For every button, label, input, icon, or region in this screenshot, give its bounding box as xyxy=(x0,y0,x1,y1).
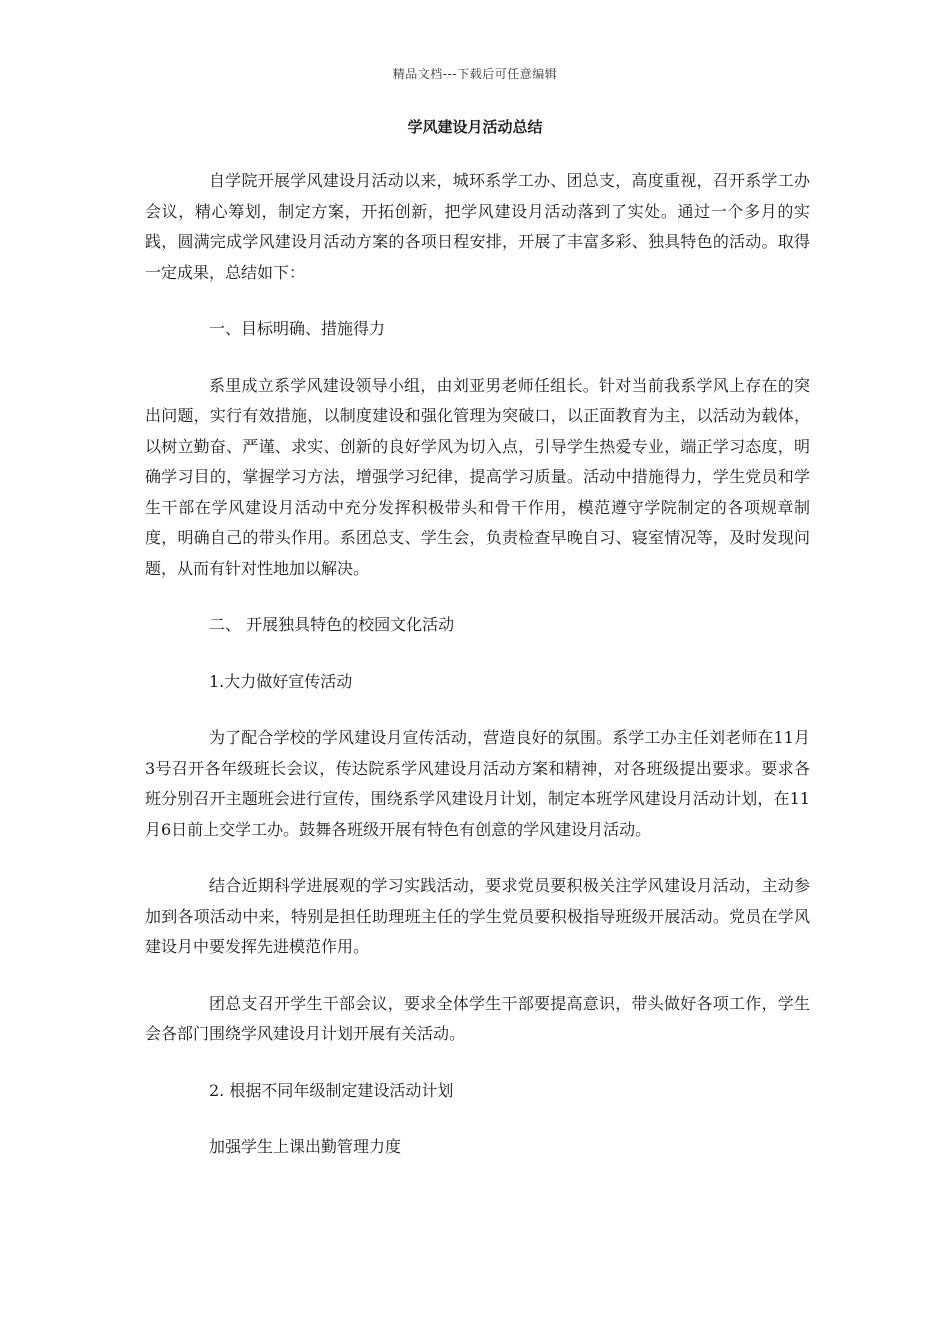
header-note: 精品文档---下载后可任意编辑 xyxy=(392,67,558,81)
paragraph-intro: 自学院开展学风建设月活动以来，城环系学工办、团总支，高度重视，召开系学工办会议，精心筹划，制定方案，开拓创新，把学风建设月活动落到了实处。通过一个多月的实践，圆满完成学风建设月活动方案的各项日程安排，开展了丰富多彩、独具特色的活动。取得一定成果，总结如下： xyxy=(145,171,810,282)
paragraph-party-members: 结合近期科学进展观的学习实践活动，要求党员要积极关注学风建设月活动，主动参加到各项活动中来，特别是担任助理班主任的学生党员要积极指导班级开展活动。党员在学风建设月中要发挥先进模范作用。 xyxy=(145,876,810,956)
paragraph-publicity: 为了配合学校的学风建设月宣传活动，营造良好的氛围。系学工办主任刘老师在11月3号召开各年级班长会议，传达院系学风建设月活动方案和精神，对各班级提出要求。要求各班分别召开主题班会进行宣传，围绕系学风建设月计划，制定本班学风建设月活动计划，在11月6日前上交学工办。鼓舞各班级开展有特色有创意的学风建设月活动。 xyxy=(145,728,810,839)
section-heading-1: 一、目标明确、措施得力 xyxy=(209,319,386,338)
document-body xyxy=(145,166,810,1189)
paragraph-student-cadres: 团总支召开学生干部会议，要求全体学生干部要提高意识，带头做好各项工作，学生会各部门围绕学风建设月计划开展有关活动。 xyxy=(145,993,810,1043)
subheading-grade-plans: 2. 根据不同年级制定建设活动计划 xyxy=(209,1080,454,1100)
section-heading-2: 二、 开展独具特色的校园文化活动 xyxy=(209,615,455,634)
paragraph-leadership: 系里成立系学风建设领导小组，由刘亚男老师任组长。针对当前我系学风上存在的突出问题，实行有效措施，以制度建设和强化管理为突破口，以正面教育为主，以活动为载体，以树立勤奋、严谨、求实、创新的良好学风为切入点，引导学生热爱专业，端正学习态度，明确学习目的，掌握学习方法，增强学习纪律，提高学习质量。活动中措施得力，学生党员和学生干部在学风建设月活动中充分发挥积极带头和骨干作用，模范遵守学院制定的各项规章制度，明确自己的带头作用。系团总支、学生会，负责检查早晚自习、寝室情况等，及时发现问题，从而有针对性地加以解决。 xyxy=(145,375,810,578)
document-title: 学风建设月活动总结 xyxy=(407,118,543,136)
subheading-attendance: 加强学生上课出勤管理力度 xyxy=(209,1137,402,1156)
subheading-publicity: 1.大力做好宣传活动 xyxy=(209,671,353,691)
